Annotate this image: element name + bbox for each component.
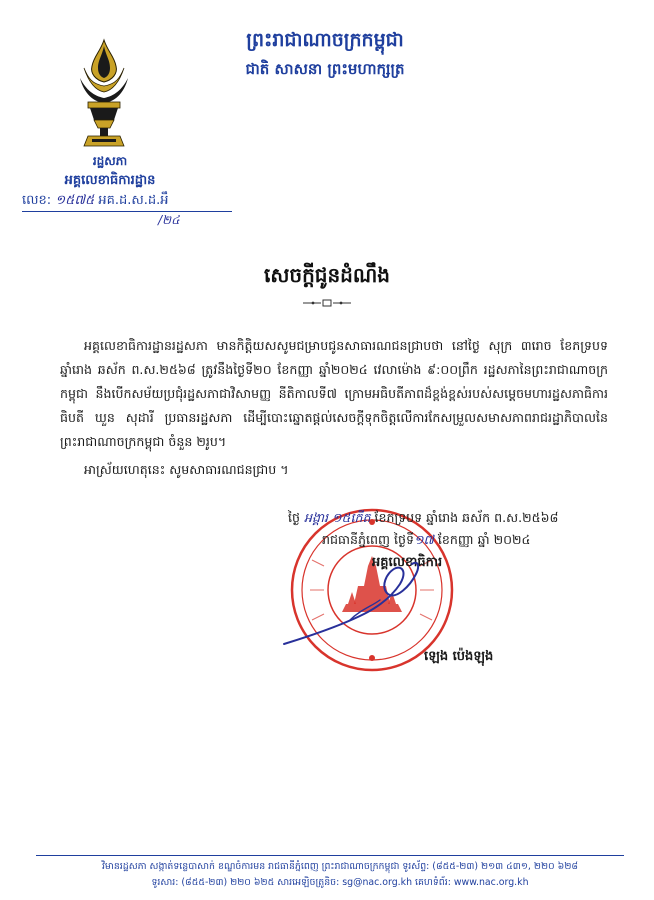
- footer-address: វិមានរដ្ឋសភា សង្កាត់ទន្លេបាសាក់ ខណ្ឌចំការមន រាជធានីភ្នំពេញ ព្រះរាជាណាចក្រកម្ពុជា ទូរស័ព្ទ: (៨៥៥-២៣) ២១៣ ៤៣១, ២២០ ៦២៨: [101, 861, 579, 872]
- notice-paragraph-text: អគ្គលេខាធិការដ្ឋានរដ្ឋសភា មានកិត្តិយសសូមជម្រាបជូនសាធារណជនជ្រាបថា នៅថ្ងៃ សុក្រ ៣រោច ខែភទ្របទ ឆ្នាំរោង ឆស័ក ព.ស.២៥៦៨ ត្រូវនឹងថ្ងៃទី២០ ខែកញ្ញា ឆ្នាំ២០២៤ វេលាម៉ោង ៩:០០ព្រឹក រដ្ឋសភានៃព្រះរាជាណាចក្រកម្ពុជា នឹងបើកសម័យប្រជុំរដ្ឋសភាជាវិសាមញ្ញ នីតិកាលទី៧ ក្រោមអធិបតីភាពដ៏ខ្ពង់ខ្ពស់របស់សម្តេចមហារដ្ឋសភាធិការធិបតី ឃួន សុដារី ប្រធានរដ្ឋសភា ដើម្បីបោះឆ្នោតផ្តល់សេចក្តីទុកចិត្តលើការកែសម្រួលសមាសភាពរាជរដ្ឋាភិបាលនៃព្រះរាជាណាចក្រកម្ពុជា ចំនួន ២រូប។: [60, 338, 608, 449]
- signer-name: ឡេង ប៉េងឡុង: [424, 649, 494, 664]
- title-ornament-icon: [301, 298, 353, 308]
- organization-name: រដ្ឋសភា: [92, 154, 128, 168]
- reference-suffix: អគ.ដ.ស.ដ.អឹ: [98, 193, 169, 208]
- royal-emblem-icon: [74, 38, 134, 148]
- signer-title: អគ្គលេខាធិការ: [372, 555, 443, 570]
- footer-divider: [36, 855, 624, 856]
- closing-line: អាស្រ័យហេតុនេះ សូមសាធារណជនជ្រាប ។: [84, 462, 289, 477]
- reference-prefix: លេខ:: [22, 193, 52, 208]
- lunar-date: [288, 510, 618, 529]
- department-name: អគ្គលេខាធិការដ្ឋាន: [64, 173, 156, 188]
- reference-handwritten-number: ១៥៧៥: [55, 193, 95, 208]
- kingdom-heading: ព្រះរាជាណាចក្រកម្ពុជា: [246, 29, 404, 51]
- footer-contact: ទូរសារ: (៨៥៥-២៣) ២២០ ៦២៥ សារអេឡិចត្រូនិច: sg@nac.org.kh គេហទំព័រ: www.nac.org.kh: [151, 877, 529, 888]
- handwritten-signature-icon: [280, 540, 430, 650]
- lunar-date-prefix: ថ្ងៃ: [288, 510, 300, 525]
- lunar-date-rest: ខែភទ្របទ ឆ្នាំរោង ឆស័ក ព.ស.២៥៦៨: [374, 510, 559, 525]
- reference-year: /២៤: [158, 213, 180, 227]
- reference-number: [22, 192, 232, 212]
- solar-date-rest: ខែកញ្ញា ឆ្នាំ ២០២៤: [437, 532, 531, 547]
- solar-date-prefix: រាជធានីភ្នំពេញ ថ្ងៃទី: [322, 532, 414, 547]
- national-motto: ជាតិ សាសនា ព្រះមហាក្សត្រ: [245, 60, 405, 78]
- lunar-date-handwritten: អង្គារ ១៥កើត: [304, 510, 371, 525]
- document-title: សេចក្តីជូនដំណឹង: [264, 263, 390, 287]
- solar-date-handwritten: ១៧: [413, 532, 434, 547]
- notice-paragraph: [60, 334, 608, 454]
